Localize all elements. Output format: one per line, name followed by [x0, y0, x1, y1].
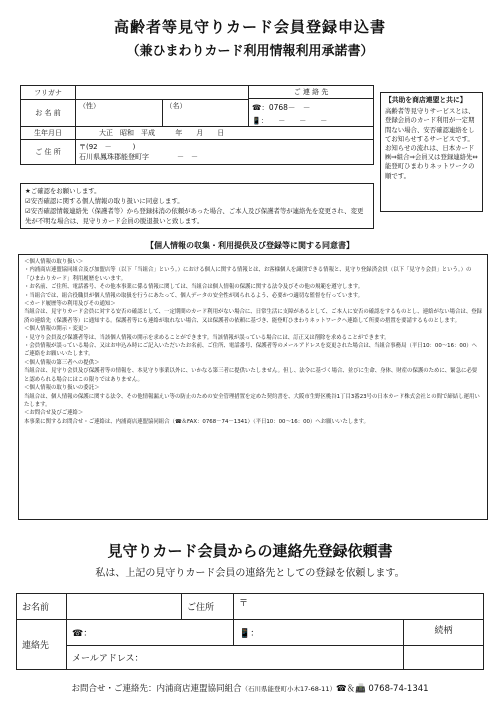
mutual-aid-box — [380, 92, 483, 212]
page-subtitle: （兼ひまわりカード利用情報利用承諾書） — [126, 44, 374, 59]
furigana-label: フリガナ — [21, 86, 76, 100]
request-contact-label: 連絡先 — [17, 620, 67, 670]
footer-org: お問合せ・ご連絡先：内浦商店連盟協同組合 — [71, 684, 242, 694]
footer-contact — [0, 682, 500, 694]
consent-paragraph: ＜個人情報の開示・変更＞ — [24, 326, 89, 333]
request-address-label: ご住所 — [182, 594, 234, 620]
consent-section-title: 【個人情報の収集・利用提供及び登録等に関する同意書】 — [146, 241, 354, 250]
dob-eras: 大正 昭和 平成 — [99, 129, 155, 137]
consent-paragraph: ・見守り会員及び保護者等は、当該個人情報の開示を求めることができます。当該情報が誤っている場合には、訂正又は削除を求めることができます。 — [24, 334, 390, 341]
dob-label: 生年月日 — [21, 127, 76, 140]
consent-paragraph: 当組合は、個人情報の保護に関する法令、その他情報漏えい等の防止のための安全管理措置を定めた契約書を、大阪市生野区桃谷1丁目3番23号の日本カード株式会社との間で締結し運用いたします。 — [24, 393, 480, 408]
dob-field[interactable] — [76, 127, 374, 140]
mutual-aid-heading: 【共助を商店連盟と共に】 — [385, 96, 467, 104]
name-label: お 名 前 — [21, 100, 76, 127]
request-name-field[interactable] — [67, 594, 182, 620]
contact-request-form — [16, 593, 484, 670]
consent-paragraph: ・会員情報が誤っている場合、又はお申込み時にご記入いただいたお名前、ご住所、電話番号、保護者等のメールアドレスを変更された場合は、当組合事務局（平日10：00〜16：00）へご連絡をお願いいたします。 — [24, 343, 478, 358]
request-subtitle: 私は、上記の見守りカード会員の連絡先としての登録を依頼します。 — [95, 568, 405, 579]
address-field[interactable] — [76, 140, 374, 165]
request-name-label: お名前 — [17, 594, 67, 620]
consent-paragraph: ＜個人情報の取り扱い＞ — [24, 259, 84, 265]
consent-paragraph: 当組合は、見守り会員及び保護者等の情報を、本見守り事業以外に、いかなる第三者に提供いたしません。但し、法令に基づく場合、並びに生命、身体、財産の保護のために、緊急に必要と認められる場合にはこの限りではありません。 — [24, 368, 478, 383]
footer-phone: ☎＆📠 0768-74-1341 — [335, 684, 429, 694]
contact-label: ご 連 絡 先 — [249, 86, 373, 99]
given-name-field[interactable]: （名） — [162, 100, 249, 127]
consent-paragraph: ＜個人情報の第三者への提供＞ — [24, 359, 100, 366]
consent-text-box — [18, 254, 488, 520]
footer-address: （石川県能登町小木17-68-11） — [241, 685, 336, 693]
phone-icon: ☎： — [72, 629, 93, 639]
consent-paragraph: ＜お問合せ及びご連絡＞ — [24, 410, 84, 417]
address-label: ご 住 所 — [21, 140, 76, 165]
confirmation-box — [20, 183, 374, 229]
request-email-field[interactable] — [67, 646, 404, 670]
dob-units: 年 月 日 — [175, 129, 225, 137]
member-form — [20, 85, 374, 165]
consent-paragraph: 当組合は、見守りカード会員に対する安否の確認として、一定期間のカード利用がない場合に、日常生活に支障があるとして、ご本人に安否の確認をするものとし、連絡がない場合は、登録済の連絡先（保護者等）に通知する。保護者等にも連絡が取れない場合、又は保護者の依頼に基づき、能登町ひまわりネットワークへ連絡して所要の措置を要請するものとします。 — [24, 309, 482, 324]
consent-paragraph: ・当組合では、組合役職員が個人情報の取扱を行うにあたって、個人データの安全性が図られるよう、必要かつ適切な監督を行っています。 — [24, 292, 364, 299]
request-address-field[interactable] — [234, 594, 484, 620]
request-tel-field[interactable] — [67, 620, 234, 646]
confirmation-check-1[interactable]: ☑安否確認に関する個人情報の取り扱いに同意します。 — [25, 197, 184, 205]
request-title: 見守りカード会員からの連絡先登録依頼書 — [107, 542, 393, 560]
email-label: メールアドレス： — [72, 654, 144, 664]
page-title: 高齢者等見守りカード会員登録申込書 — [113, 18, 386, 36]
surname-field[interactable]: （性） — [76, 100, 163, 127]
furigana-field[interactable] — [76, 86, 249, 100]
request-mobile-field[interactable] — [234, 620, 404, 646]
contact-mobile: 📱： － － － — [252, 117, 328, 125]
confirmation-check-2[interactable]: ☑安否確認情報連絡先（保護者等）から登録抹消の依頼があった場合、ご本人及び保護者等が連絡先を変更され、変更先が不明な場合は、見守りカード会員の脱退扱いと致します。 — [25, 207, 364, 225]
consent-paragraph: ＜カード履歴等の利用及びその通知＞ — [24, 301, 116, 308]
consent-paragraph: ＜個人情報の取り扱いの委託＞ — [24, 385, 100, 392]
postal-mark: 〒 — [239, 599, 249, 609]
mobile-icon: 📱： — [239, 629, 260, 639]
relation-label: 続柄 — [404, 620, 483, 646]
consent-paragraph: 本事業に関するお問合せ・ご連絡は、内浦商店連盟協同組合（☎＆FAX：0768－74－1341）（平日10：00〜16：00）へお願いいたします。 — [24, 418, 369, 425]
contact-tel: ☎：0768－ － — [252, 103, 311, 112]
mutual-aid-body: 高齢者等見守りサービスとは、登録会員のカード利用が一定期間ない場合、安否確認連絡をしてお知らせするサービスです。お知らせの流れは、日本カード㈱⇒組合⇒会員又は登録連絡先⇔能登町ひまわりネットワークの順です。 — [385, 107, 478, 180]
confirmation-lead: ★ご確認をお願いします。 — [25, 187, 101, 195]
relation-cell[interactable] — [404, 620, 484, 670]
consent-paragraph: ・お名前、ご住所、電話番号、その他本事業に係る情報に関しては、当組合は個人情報の保護に関する法令及びその他の規範を遵守します。 — [24, 284, 364, 291]
postal-code: 〒(92 － ) — [79, 143, 136, 151]
consent-paragraph: ・内浦商店連盟協同組合及び加盟店等（以下「当組合」という。）における個人に関する情報とは、お客様個人を識別できる情報と、見守り登録済会員（以下「見守り会員」という。）の「ひまわりカード」利用履歴をいいます。 — [24, 267, 472, 282]
contact-cell[interactable] — [249, 86, 374, 127]
address-line: 石川県鳳珠郡能登町字 － － — [79, 153, 198, 161]
